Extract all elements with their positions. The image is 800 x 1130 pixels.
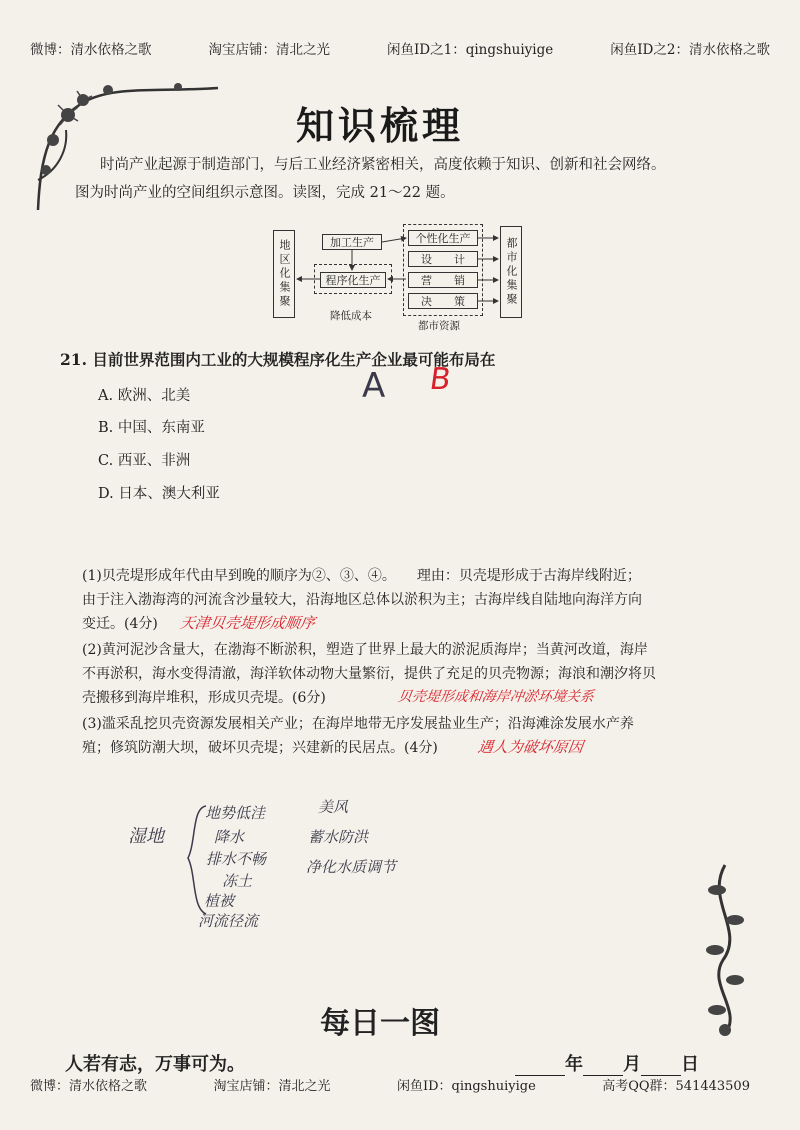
handwritten-b: B (427, 362, 454, 397)
daily-picture-title: 每日一图 (320, 1006, 440, 1041)
right-item-1: 个性化生产 (408, 230, 478, 246)
pencil-wetland-root: 湿地 (128, 826, 164, 847)
right-item-4: 决 策 (408, 293, 478, 309)
red-note-2: 贝壳堤形成和海岸冲淤环境关系 (396, 689, 595, 705)
header-weibo: 微博：清水依格之歌 (30, 42, 152, 58)
answer-1-line-1: (1)贝壳堤形成年代由早到晚的顺序为②、③、④。 理由：贝壳堤形成于古海岸线附近； (82, 568, 641, 584)
header-xianyu-1: 闲鱼ID之1：qingshuiyige (386, 42, 554, 58)
pencil-left-4: 冻土 (222, 872, 253, 890)
answer-2-line-2: 不再淤积，海水变得清澈，海洋软体动物大量繁衍，提供了充足的贝壳物源；海浪和潮汐将贝 (82, 666, 656, 682)
answer-2-line-3: 壳搬移到海岸堆积，形成贝壳堤。(6分) (82, 690, 326, 706)
pencil-left-6: 河流径流 (198, 912, 259, 930)
page-footer (30, 1075, 750, 1095)
red-note-3: 遇人为破坏原因 (476, 738, 585, 756)
answer-1-line-3: 变迁。(4分) (82, 616, 158, 632)
year-label: 年 (565, 1054, 583, 1075)
month-blank (583, 1050, 623, 1076)
year-blank (515, 1050, 565, 1076)
footer-taobao: 淘宝店铺：清北之光 (213, 1079, 331, 1094)
pencil-left-2: 降水 (214, 828, 245, 846)
pencil-right-1: 美风 (318, 798, 349, 816)
header-taobao: 淘宝店铺：清北之光 (208, 42, 330, 58)
processing-box: 加工生产 (322, 234, 382, 250)
motto: 人若有志，万事可为。 (65, 1054, 245, 1075)
footer-weibo: 微博：清水依格之歌 (30, 1079, 148, 1094)
intro-line-2: 图为时尚产业的空间组织示意图。读图，完成 21～22 题。 (75, 185, 455, 201)
right-item-2: 设 计 (408, 251, 478, 267)
footer-qq: 高考QQ群：541443509 (602, 1079, 750, 1094)
day-blank (641, 1050, 681, 1076)
answer-2-line-1: (2)黄河泥沙含量大，在渤海不断淤积，塑造了世界上最大的淤泥质海岸；当黄河改道，海岸 (82, 642, 648, 658)
handwritten-a: A (362, 366, 386, 406)
option-d: D. 日本、澳大利亚 (98, 486, 220, 502)
header-xianyu-2: 闲鱼ID之2：清水依格之歌 (610, 42, 770, 58)
red-note-1: 天津贝壳堤形成顺序 (178, 614, 317, 632)
regional-cluster-box: 地区化集聚 (273, 230, 295, 318)
question-21-stem: 21. 目前世界范围内工业的大规模程序化生产企业最可能布局在 (60, 350, 496, 369)
right-item-3: 营 销 (408, 272, 478, 288)
footer-xianyu: 闲鱼ID：qingshuiyige (396, 1079, 536, 1094)
urban-cluster-box: 都市化集聚 (500, 226, 522, 318)
pencil-right-3: 净化水质调节 (306, 858, 397, 876)
option-a: A. 欧洲、北美 (98, 388, 191, 404)
fashion-industry-diagram (270, 222, 525, 330)
pencil-left-1: 地势低洼 (205, 804, 266, 822)
resources-label: 都市资源 (418, 320, 460, 332)
answer-1-line-2: 由于注入渤海湾的河流含沙量较大，沿海地区总体以淤积为主；古海岸线自陆地向海洋方向 (82, 592, 642, 608)
pencil-right-2: 蓄水防洪 (308, 828, 369, 846)
answer-3-line-1: (3)滥采乱挖贝壳资源发展相关产业；在海岸地带无序发展盐业生产；沿海滩涂发展水产养 (82, 716, 634, 732)
pencil-left-3: 排水不畅 (206, 850, 267, 868)
day-label: 日 (681, 1054, 699, 1075)
programmatic-box: 程序化生产 (320, 272, 386, 288)
option-b: B. 中国、东南亚 (98, 420, 205, 436)
month-label: 月 (623, 1054, 641, 1075)
cost-label: 降低成本 (330, 310, 372, 322)
page-header (30, 38, 770, 58)
option-c: C. 西亚、非洲 (98, 453, 191, 469)
answer-3-line-2: 殖；修筑防潮大坝，破坏贝壳堤；兴建新的民居点。(4分) (82, 740, 438, 756)
date-fields (515, 1050, 699, 1076)
pencil-left-5: 植被 (204, 892, 235, 910)
intro-line-1: 时尚产业起源于制造部门，与后工业经济紧密相关，高度依赖于知识、创新和社会网络。 (100, 157, 666, 173)
page-title: 知识梳理 (295, 104, 464, 148)
diagram-arrows (270, 222, 525, 330)
